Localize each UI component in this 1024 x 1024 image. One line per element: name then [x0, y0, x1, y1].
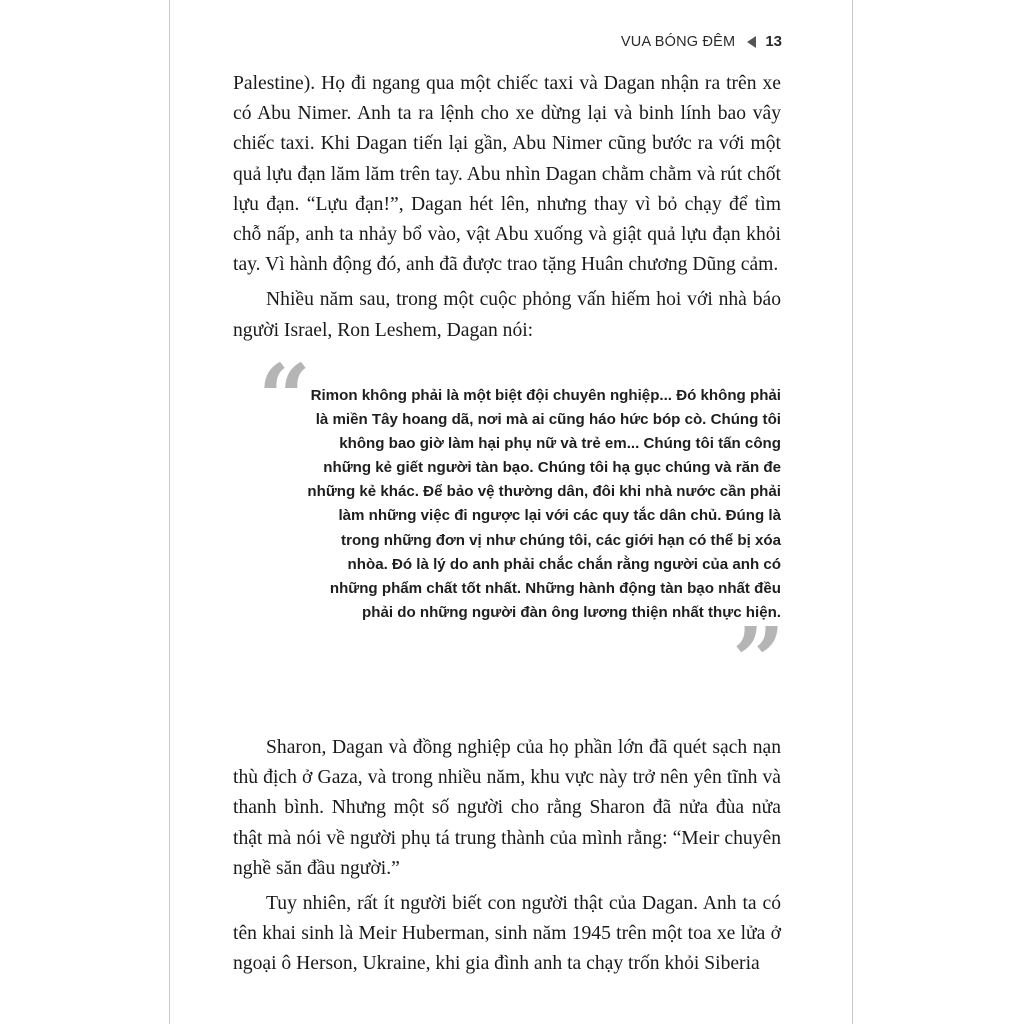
- triangle-left-icon: [747, 36, 756, 48]
- open-quote-icon: “: [258, 344, 311, 452]
- page-header: [621, 33, 782, 50]
- paragraph: Nhiều năm sau, trong một cuộc phỏng vấn hiếm hoi với nhà báo người Israel, Ron Leshem, Dagan nói:: [233, 289, 781, 341]
- running-title: VUA BÓNG ĐÊM: [620, 33, 736, 50]
- close-quote-icon: ”: [732, 607, 785, 715]
- paragraph: Tuy nhiên, rất ít người biết con người thật của Dagan. Anh ta có tên khai sinh là Meir Huberman, sinh năm 1945 trên một toa xe lửa ở ngoại ô Herson, Ukraine, khi gia đình anh ta chạy trốn khỏi Siberia: [233, 893, 781, 975]
- body-text-bottom: [233, 733, 781, 980]
- page-number: 13: [765, 33, 782, 50]
- book-page: [169, 0, 853, 1024]
- paragraph: Palestine). Họ đi ngang qua một chiếc taxi và Dagan nhận ra trên xe có Abu Nimer. Anh ta ra lệnh cho xe dừng lại và binh lính bao vây chiếc taxi. Khi Dagan tiến lại gần, Abu Nimer cũng bước ra với một quả lựu đạn lăm lăm trên tay. Abu nhìn Dagan chằm chằm và rút chốt lựu đạn. “Lựu đạn!”, Dagan hét lên, nhưng thay vì bỏ chạy để tìm chỗ nấp, anh ta nhảy bổ vào, vật Abu xuống và giật quả lựu đạn khỏi tay. Vì hành động đó, anh đã được trao tặng Huân chương Dũng cảm.: [233, 73, 781, 276]
- paragraph: Sharon, Dagan và đồng nghiệp của họ phần lớn đã quét sạch nạn thù địch ở Gaza, và trong nhiều năm, khu vực này trở nên yên tĩnh và thanh bình. Nhưng một số người cho rằng Sharon đã nửa đùa nửa thật mà nói về người phụ tá trung thành của mình rằng: “Meir chuyên nghề săn đầu người.”: [233, 737, 781, 879]
- block-quote: Rimon không phải là một biệt đội chuyên nghiệp... Đó không phải là miền Tây hoang dã, nơi mà ai cũng háo hức bóp cò. Chúng tôi không bao giờ làm hại phụ nữ và trẻ em... Chúng tôi tấn công những kẻ giết người tàn bạo. Chúng tôi hạ gục chúng và răn đe những kẻ khác. Để bảo vệ thường dân, đôi khi nhà nước cần phải làm những việc đi ngược lại với các quy tắc dân chủ. Đúng là trong những đơn vị như chúng tôi, các giới hạn có thể bị xóa nhòa. Đó là lý do anh phải chắc chắn rằng người của anh có những phẩm chất tốt nhất. Những hành động tàn bạo nhất đều phải do những người đàn ông lương thiện nhất thực hiện.: [307, 387, 781, 621]
- body-text-top: [233, 69, 781, 346]
